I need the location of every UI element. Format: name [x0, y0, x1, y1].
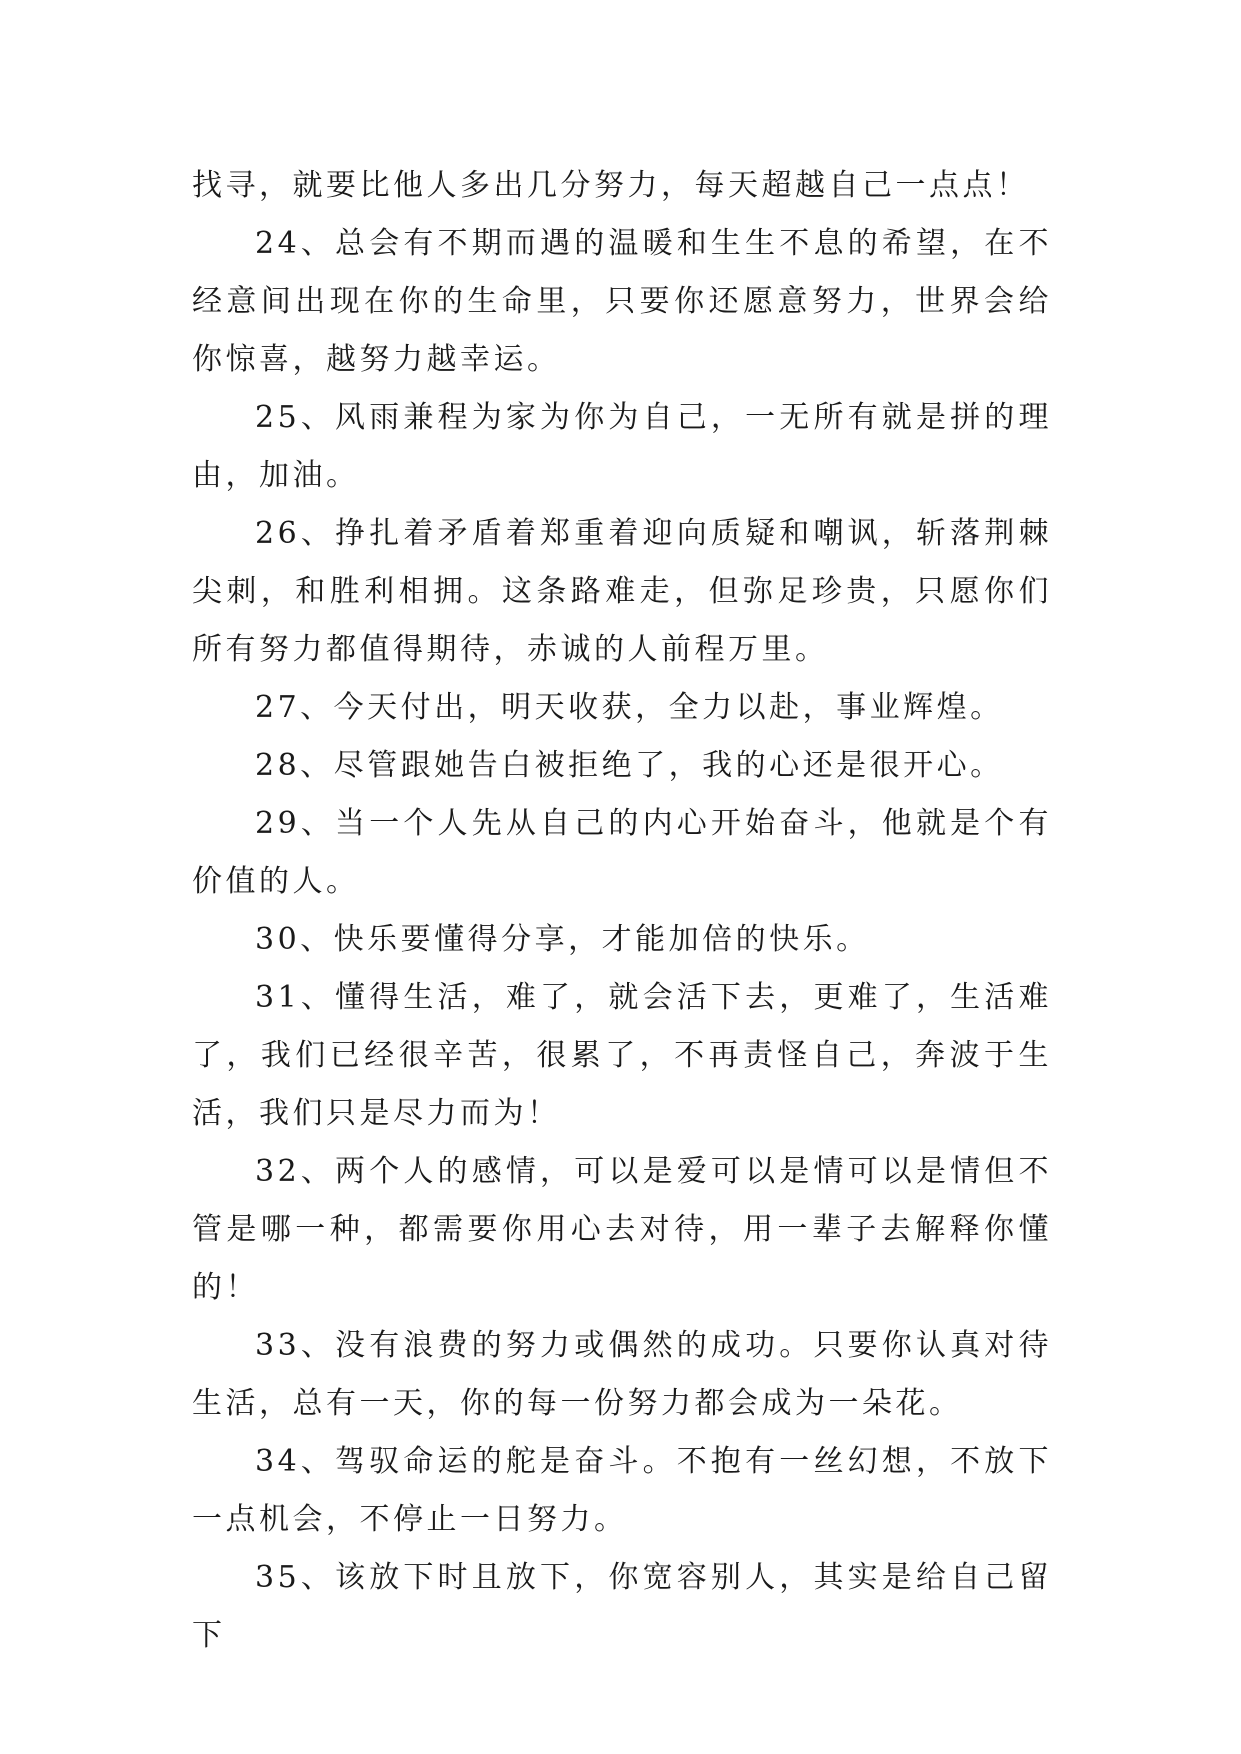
document-body [192, 157, 1052, 1665]
paragraph-item-25: 25、风雨兼程为家为你为自己，一无所有就是拼的理由，加油。 [192, 400, 1052, 493]
paragraph-continuation: 找寻，就要比他人多出几分努力，每天超越自己一点点！ [192, 168, 1030, 203]
paragraph-item-27: 27、今天付出，明天收获，全力以赴，事业辉煌。 [255, 690, 1004, 725]
paragraph-item-32: 32、两个人的感情，可以是爱可以是情可以是情但不管是哪一种，都需要你用心去对待，用一辈子去解释你懂的！ [192, 1154, 1052, 1305]
paragraph-item-30: 30、快乐要懂得分享，才能加倍的快乐。 [255, 922, 870, 957]
paragraph-item-33: 33、没有浪费的努力或偶然的成功。只要你认真对待生活，总有一天，你的每一份努力都会成为一朵花。 [192, 1328, 1052, 1421]
paragraph-item-29: 29、当一个人先从自己的内心开始奋斗，他就是个有价值的人。 [192, 806, 1052, 899]
paragraph-item-35: 35、该放下时且放下，你宽容别人，其实是给自己留下 [192, 1560, 1052, 1653]
paragraph-item-31: 31、懂得生活，难了，就会活下去，更难了，生活难了，我们已经很辛苦，很累了，不再责怪自己，奔波于生活，我们只是尽力而为！ [192, 980, 1052, 1131]
paragraph-item-34: 34、驾驭命运的舵是奋斗。不抱有一丝幻想，不放下一点机会，不停止一日努力。 [192, 1444, 1052, 1537]
paragraph-item-26: 26、挣扎着矛盾着郑重着迎向质疑和嘲讽，斩落荆棘尖刺，和胜利相拥。这条路难走，但弥足珍贵，只愿你们所有努力都值得期待，赤诚的人前程万里。 [192, 516, 1052, 667]
paragraph-item-28: 28、尽管跟她告白被拒绝了，我的心还是很开心。 [255, 748, 1004, 783]
paragraph-item-24: 24、总会有不期而遇的温暖和生生不息的希望，在不经意间出现在你的生命里，只要你还愿意努力，世界会给你惊喜，越努力越幸运。 [192, 226, 1052, 377]
